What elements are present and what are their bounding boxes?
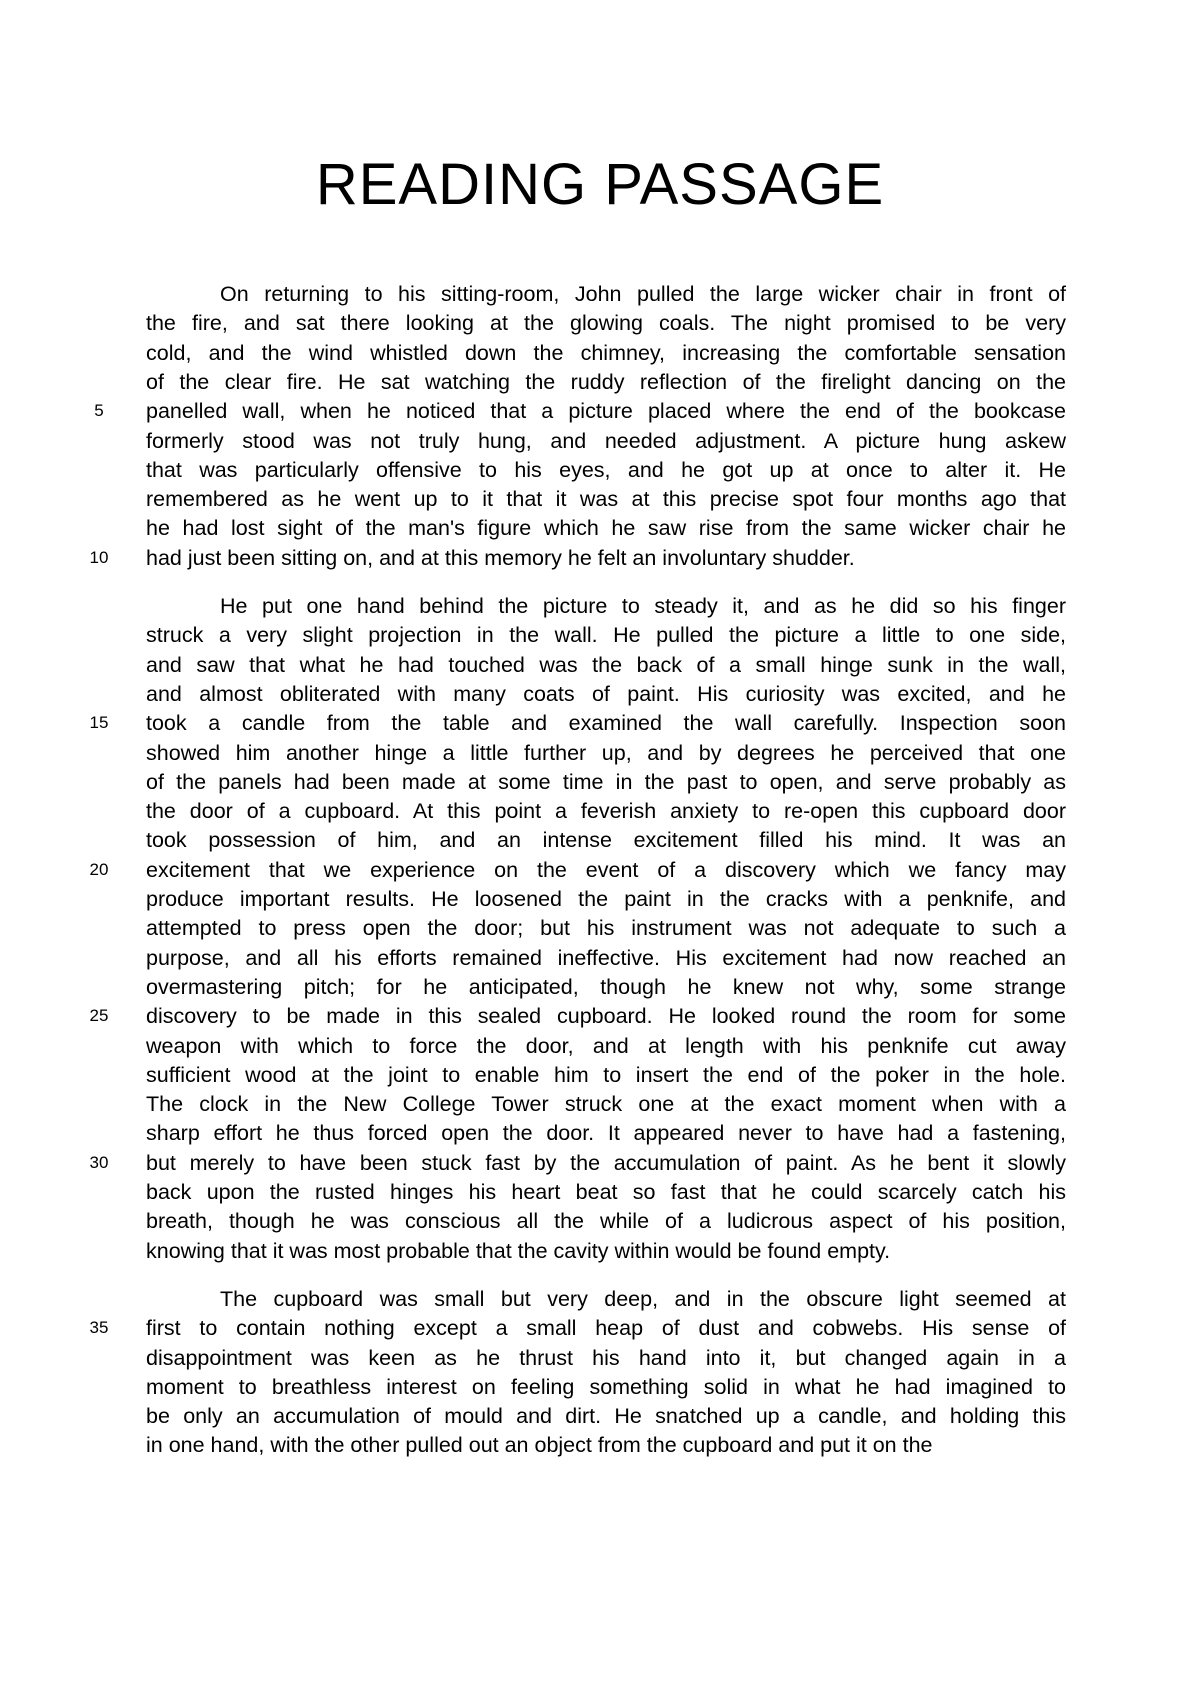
passage-line: breath, though he was conscious all the while of a ludicrous aspect of his position, [146, 1209, 1066, 1234]
passage-line: The cupboard was small but very deep, and in the obscure light seemed at [220, 1286, 1066, 1311]
passage-line: attempted to press open the door; but his instrument was not adequate to such a [146, 916, 1066, 941]
passage-line: struck a very slight projection in the wall. He pulled the picture a little to one side, [146, 623, 1066, 648]
passage-line: formerly stood was not truly hung, and needed adjustment. A picture hung askew [146, 428, 1066, 453]
line-number: 10 [89, 547, 109, 567]
passage-line: took a candle from the table and examined the wall carefully. Inspection soon [146, 711, 1066, 736]
passage-line: excitement that we experience on the event of a discovery which we fancy may [146, 857, 1066, 882]
line-number: 20 [89, 859, 109, 879]
passage-line: cold, and the wind whistled down the chimney, increasing the comfortable sensation [146, 340, 1066, 365]
page-title: READING PASSAGE [315, 152, 885, 217]
passage-line: of the panels had been made at some time in the past to open, and serve probably as [146, 769, 1066, 794]
passage-line: remembered as he went up to it that it was at this precise spot four months ago that [146, 487, 1066, 512]
passage-line: showed him another hinge a little further up, and by degrees he perceived that one [146, 740, 1066, 765]
line-number: 5 [94, 401, 104, 421]
passage-line: and saw that what he had touched was the back of a small hinge sunk in the wall, [146, 652, 1066, 677]
passage-line: he had lost sight of the man's figure which he saw rise from the same wicker chair he [146, 516, 1066, 541]
passage-line: of the clear fire. He sat watching the ruddy reflection of the firelight dancing on the [146, 369, 1066, 394]
passage-line: He put one hand behind the picture to steady it, and as he did so his finger [220, 594, 1066, 618]
line-number: 30 [89, 1152, 109, 1172]
passage-line: weapon with which to force the door, and at length with his penknife cut away [146, 1033, 1066, 1058]
passage-line: took possession of him, and an intense excitement filled his mind. It was an [146, 828, 1066, 853]
line-number: 35 [89, 1318, 109, 1338]
passage-line: back upon the rusted hinges his heart beat so fast that he could scarcely catch his [146, 1180, 1066, 1204]
passage-line: first to contain nothing except a small heap of dust and cobwebs. His sense of [146, 1316, 1066, 1341]
passage-line: purpose, and all his efforts remained ineffective. His excitement had now reached an [146, 945, 1066, 970]
passage-line: overmastering pitch; for he anticipated, though he knew not why, some strange [146, 974, 1066, 999]
line-number: 15 [89, 713, 109, 733]
passage-line: panelled wall, when he noticed that a picture placed where the end of the bookcase [146, 399, 1066, 424]
passage-line: had just been sitting on, and at this memory he felt an involuntary shudder. [146, 545, 855, 570]
passage-line: sufficient wood at the joint to enable him to insert the end of the poker in the hole. [146, 1062, 1066, 1087]
passage-line: produce important results. He loosened the paint in the cracks with a penknife, and [146, 887, 1066, 911]
passage-line: discovery to be made in this sealed cupboard. He looked round the room for some [146, 1004, 1066, 1029]
passage-line: and almost obliterated with many coats of paint. His curiosity was excited, and he [146, 681, 1066, 706]
passage-line: but merely to have been stuck fast by the accumulation of paint. As he bent it slowly [146, 1150, 1066, 1175]
passage-line: the door of a cupboard. At this point a feverish anxiety to re-open this cupboard door [146, 799, 1066, 824]
passage-line: the fire, and sat there looking at the glowing coals. The night promised to be very [146, 311, 1066, 336]
passage-line: The clock in the New College Tower struck one at the exact moment when with a [146, 1092, 1066, 1117]
passage-line: be only an accumulation of mould and dirt. He snatched up a candle, and holding this [146, 1404, 1066, 1429]
passage-line: knowing that it was most probable that the cavity within would be found empty. [146, 1238, 891, 1263]
passage-line: moment to breathless interest on feeling something solid in what he had imagined to [146, 1374, 1066, 1399]
line-number: 25 [89, 1006, 109, 1026]
passage-line: disappointment was keen as he thrust his hand into it, but changed again in a [146, 1345, 1066, 1370]
passage-line: that was particularly offensive to his eyes, and he got up at once to alter it. He [146, 457, 1066, 482]
passage-line: sharp effort he thus forced open the door. It appeared never to have had a fastening, [146, 1121, 1066, 1146]
passage-line: On returning to his sitting-room, John pulled the large wicker chair in front of [220, 282, 1066, 306]
passage-line: in one hand, with the other pulled out an object from the cupboard and put it on the [146, 1433, 933, 1458]
